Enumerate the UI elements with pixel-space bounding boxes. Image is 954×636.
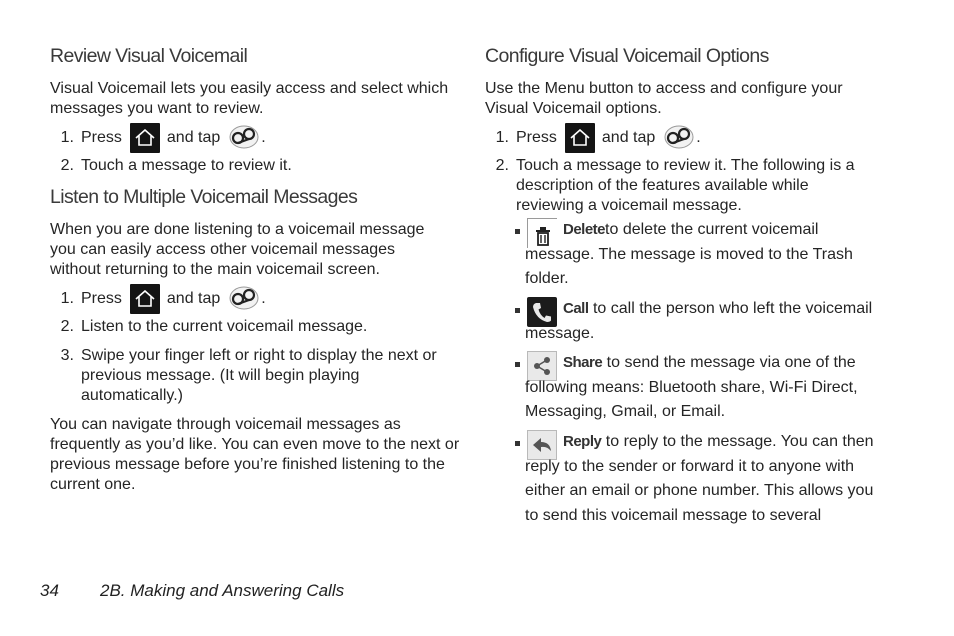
bullet-line: to send the message via one of the xyxy=(602,354,856,371)
voicemail-icon xyxy=(228,283,260,311)
page-number: 34 xyxy=(40,581,59,600)
heading-listen-multiple: Listen to Multiple Voicemail Messages xyxy=(50,186,358,208)
step-number: 2. xyxy=(60,318,74,335)
voicemail-icon xyxy=(663,122,695,150)
step-press-text: Press xyxy=(81,290,122,307)
bullet-call xyxy=(515,297,900,347)
bullet-share xyxy=(515,351,900,427)
step-and-tap-text: and tap xyxy=(601,129,656,146)
bullet-label: Share xyxy=(563,354,603,371)
step-end-text: . xyxy=(261,129,266,146)
bullet-marker xyxy=(515,441,520,446)
bullet-marker xyxy=(515,362,520,367)
step-number: 3. xyxy=(60,347,74,364)
step-text: Touch a message to review it. xyxy=(81,157,292,174)
bullet-reply xyxy=(515,430,900,530)
step-number: 1. xyxy=(495,129,509,146)
step-text: Touch a message to review it. The following is a description of the features available while reviewing a voicemail message. xyxy=(516,157,855,214)
step-number: 1. xyxy=(60,129,74,146)
bullet-line: message. xyxy=(525,324,595,342)
step-and-tap-text: and tap xyxy=(166,290,221,307)
home-key-icon xyxy=(565,123,595,153)
section-title: 2B. Making and Answering Calls xyxy=(100,581,345,600)
step-text: Listen to the current voicemail message. xyxy=(81,318,368,335)
step-press-text: Press xyxy=(516,129,557,146)
bullet-marker xyxy=(515,229,520,234)
step-2-listen xyxy=(50,317,460,337)
bullet-line: Messaging, Gmail, or Email. xyxy=(525,403,726,420)
bullet-delete xyxy=(515,218,900,294)
paragraph-listen-intro: When you are done listening to a voicemail message you can easily access other voicemail messages without returning to the main voicemail screen. xyxy=(50,221,425,278)
step-and-tap-text: and tap xyxy=(166,129,221,146)
bullet-label: Delete xyxy=(563,221,606,238)
home-key-icon xyxy=(130,284,160,314)
bullet-line: to delete the current voicemail xyxy=(605,221,819,238)
bullet-line: to send this voicemail message to several xyxy=(525,506,822,524)
step-1-press-home xyxy=(50,127,460,159)
step-1-press-home xyxy=(485,127,900,159)
voicemail-icon xyxy=(228,122,260,150)
paragraph-navigate: You can navigate through voicemail messages as frequently as you’d like. You can even move to the next or previous message before you’re finished listening to the current one. xyxy=(50,416,460,493)
heading-review-visual-voicemail: Review Visual Voicemail xyxy=(50,45,248,67)
bullet-line: folder. xyxy=(525,270,569,287)
bullet-line: following means: Bluetooth share, Wi-Fi Direct, xyxy=(525,378,858,396)
bullet-line: message. The message is moved to the Trash xyxy=(525,245,853,263)
step-end-text: . xyxy=(261,290,266,307)
step-number: 2. xyxy=(60,157,74,174)
bullet-label: Call xyxy=(563,300,589,317)
bullet-marker xyxy=(515,308,520,313)
step-2-touch-message xyxy=(485,156,900,216)
step-number: 1. xyxy=(60,290,74,307)
heading-configure-options: Configure Visual Voicemail Options xyxy=(485,45,769,67)
step-text: Swipe your finger left or right to display the next or previous message. (It will begin playing automatically.) xyxy=(81,347,437,404)
step-end-text: . xyxy=(696,129,701,146)
step-1-press-home xyxy=(50,288,460,320)
bullet-line: either an email or phone number. This allows you xyxy=(525,482,874,499)
step-2-touch-message xyxy=(50,156,460,176)
bullet-line: to reply to the message. You can then xyxy=(601,433,874,450)
step-3-swipe xyxy=(50,346,460,406)
paragraph-configure-intro: Use the Menu button to access and configure your Visual Voicemail options. xyxy=(485,80,843,117)
paragraph-review-intro: Visual Voicemail lets you easily access and select which messages you want to review. xyxy=(50,80,449,117)
bullet-label: Reply xyxy=(563,433,602,450)
step-number: 2. xyxy=(495,157,509,174)
step-press-text: Press xyxy=(81,129,122,146)
bullet-line: to call the person who left the voicemail xyxy=(588,300,873,317)
home-key-icon xyxy=(130,123,160,153)
bullet-line: reply to the sender or forward it to anyone with xyxy=(525,457,855,475)
